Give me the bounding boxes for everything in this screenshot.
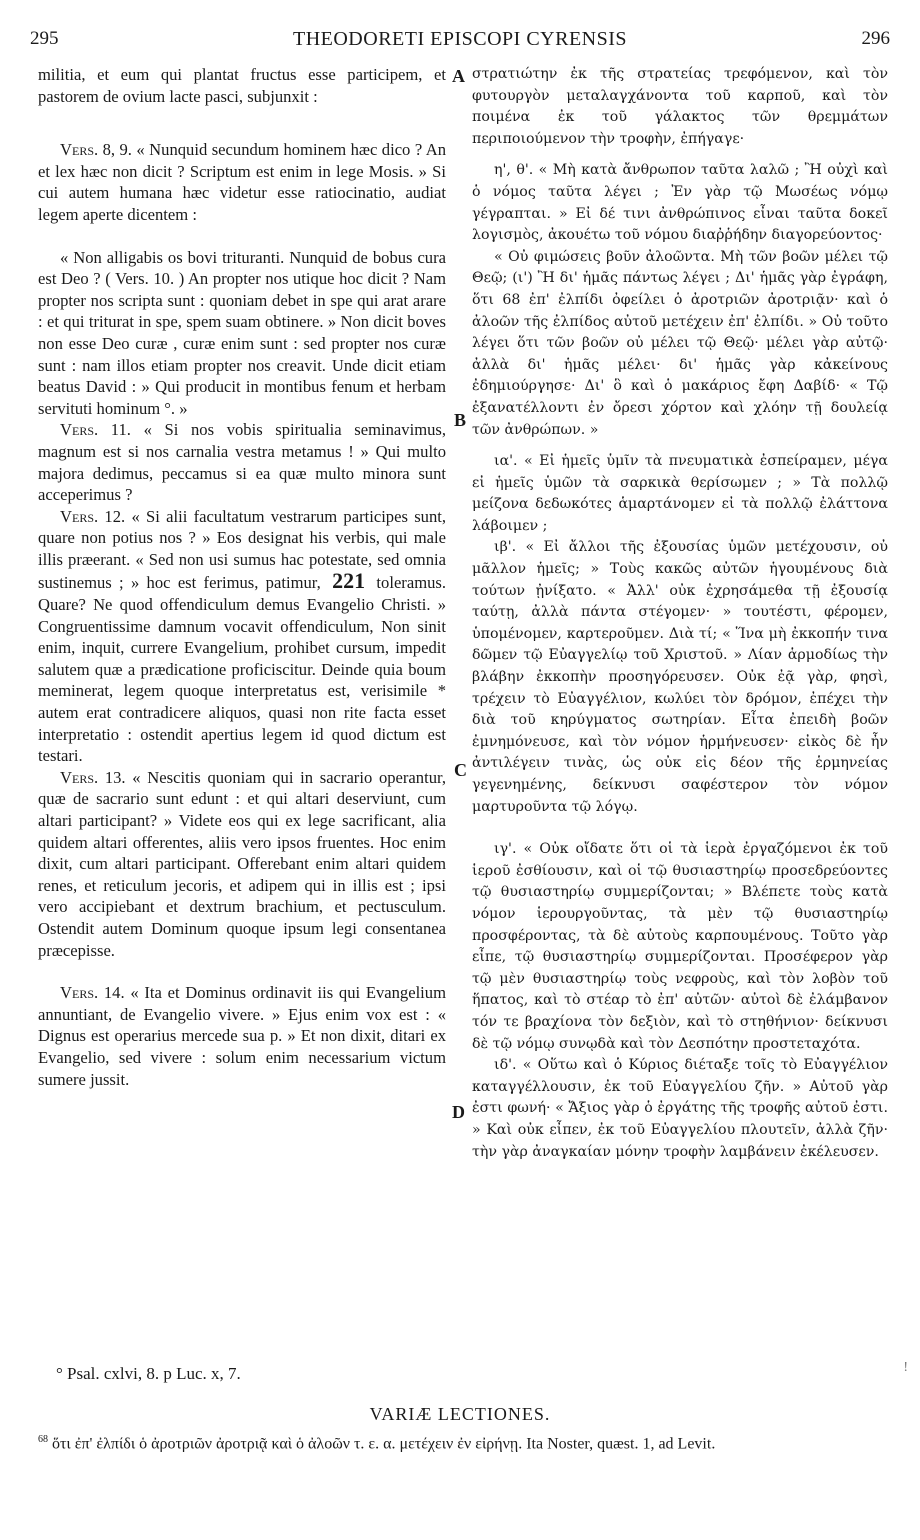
latin-paragraph-4: [38, 419, 446, 505]
latin-column: [38, 64, 446, 1370]
original-page-number: 221: [332, 568, 366, 594]
variae-lectiones-title: VARIÆ LECTIONES.: [369, 1404, 551, 1424]
greek-paragraph-6: ιγ'. « Οὐκ οἴδατε ὅτι οἱ τὰ ἱερὰ ἐργαζόμενοι ἐκ τοῦ ἱεροῦ ἐσθίουσιν, καὶ οἱ τῷ θυσιαστηρίῳ προσεδρεύοντες τῷ θυσιαστηρίῳ συμμερίζονται; » Βλέπετε τοὺς κατὰ νόμον ἱερουργοῦντας, τὰ μὲν τῷ θυσιαστηρίῳ προσφέροντας, τὰ δὲ αὐτοὺς καρπουμένους. Τοῦτο γὰρ εἶπε, τῷ θυσιαστηρίῳ συμμερίζονται. Προσέφερον γὰρ τῷ μὲν θυσιαστηρίῳ τοὺς νεφροὺς, καὶ τὸν λοβὸν τοῦ ἥπατος, καὶ τὸ στέαρ τὸ ἐπ' αὐτῶν· αὐτοὶ δὲ ἐλάμβανον τόν τε βραχίονα τὸν δεξιὸν, καὶ τὸ στηθήνιον· δείκνυσι δὲ τῷ νόμῳ συνῳδὰ καὶ τὸν Δεσπότην προστεταχότα.: [472, 841, 888, 1052]
verse-label: Vers. 11.: [60, 420, 131, 440]
page-number-right: 296: [861, 28, 890, 49]
latin-text: « Nescitis quoniam qui in sacrario operantur, quæ de sacrario sunt edunt : et qui altari deserviunt, cum altari participant? » Videte eos qui ex lege sacrificant, alia quidem altari offerentes, aliis vero ipsos fruentes. Hoc enim dixit, cum altari participant. Offerebant enim altari quidem renes, et reticulum jecoris, et adipem qui in illis est ; ipsi vero accipiebant et dextrum brachium, et pectusculum. Ostendit autem Dominum quoque ipsum legi consentanea præcepisse.: [38, 767, 447, 960]
latin-text: toleramus. Quare? Ne quod offendiculum demus Evangelio Christi. » Congruentissime damnum vocavit offendiculum, Non sinit enim, inquit, currere Evangelium, prohibet cursum, impedit salutem quæ a prædicatione proficiscitur. Deinde quia boum meminerat, legem quoque interpretatus est, verisimile * autem erat contradicere aliquos, quasi non rite facta esset interpretatio : ostendit apertius legem id quod dictum est testari.: [38, 573, 447, 766]
latin-text: « Nunquid secundum hominem hæc dico ? An et lex hæc non dicit ? Scriptum est enim in lege Mosis. » Si cui autem humana hæc videtur esse ratiocinatio, audiat legem aperte dicentem :: [38, 140, 447, 224]
greek-paragraph-2: η', θ'. « Μὴ κατὰ ἄνθρωπον ταῦτα λαλῶ ; Ἢ οὐχὶ καὶ ὁ νόμος ταῦτα λέγει ; Ἐν γὰρ τῷ Μωσέως νόμῳ γέγραπται. » Εἰ δέ τινι ἀνθρώπινος εἶναι ταῦτα δοκεῖ λογισμὸς, ἀκουέτω τοῦ νόμου διαῤῥήδην διαγορεύοντος·: [472, 162, 888, 244]
latin-text: « Si alii facultatum vestrarum participes sunt, quare non potius nos ? » Eos designat his verbis, qui male illis præerant. « Sed non usi sumus hac potestate, sed omnia sustinemus ; » hoc est ferimus, patimur,: [38, 506, 447, 593]
running-title: THEODORETI EPISCOPI CYRENSIS: [292, 28, 628, 50]
margin-marker-b: B: [454, 410, 467, 430]
variant-text: ὅτι ἐπ' ἐλπίδι ὁ ἀροτριῶν ἀροτριᾷ καὶ ὁ ἀλοῶν τ. ε. α. μετέχειν ἐν εἰρήνῃ. Ita Noster, quæst. 1, ad Levit.: [52, 1435, 716, 1453]
latin-paragraph-5: [38, 506, 446, 767]
greek-paragraph-3: « Οὐ φιμώσεις βοῦν ἀλοῶντα. Μὴ τῶν βοῶν μέλει τῷ Θεῷ; (ι') Ἢ δι' ἡμᾶς πάντως λέγει ; Δι' ἡμᾶς γὰρ ἐγράφη, ὅτι 68 ἐπ' ἐλπίδι ὀφείλει ὁ ἀροτριῶν ἀροτριᾷν· καὶ ὁ ἀλοῶν τῆς ἐλπίδος αὐτοῦ μετέχειν ἐπ' ἐλπίδι. » Οὐ τοῦτο λέγει ὅτι τῶν βοῶν οὐ μέλει τῷ Θεῷ· μέλει γὰρ αὐτῷ· ἀλλὰ δι' ἡμᾶς μέλει· δι' ἡμᾶς γὰρ κἀκείνους ἐδημιούργησε· Δι' ὃ καὶ ὁ μακάριος ἔφη Δαβίδ· « Τῷ ἐξανατέλλοντι ἐν ὄρεσι χόρτον καὶ χλόην τῇ δουλείᾳ τῶν ἀνθρώπων. »: [472, 248, 888, 438]
latin-text: « Si nos vobis spiritualia seminavimus, magnum est si nos carnalia vestra metamus ! » Qui multo majora dedimus, peccamus si ea quæ multo minora sunt acceperimus ?: [38, 420, 447, 505]
latin-paragraph-3: « Non alligabis os bovi trituranti. Nunquid de bobus cura est Deo ? ( Vers. 10. ) An propter nos utique hoc dicit ? Nam propter nos scripta sunt : quoniam debet in spe qui arat arare : et qui triturat in spe, spem suam obtinere. » Non dicit boves non esse Deo curæ , curæ enim sunt : sed propter nos curæ sunt : nam illos etiam propter nos creavit. Unde dicit etiam beatus David : » Qui producit in montibus fenum et herbam servituti hominum °. »: [38, 247, 446, 418]
latin-paragraph-2: [38, 139, 446, 225]
page-header: [30, 28, 890, 58]
verse-label: Vers. 12.: [60, 506, 126, 526]
greek-paragraph-4: ια'. « Εἰ ἡμεῖς ὑμῖν τὰ πνευματικὰ ἐσπείραμεν, μέγα εἰ ἡμεῖς ὑμῶν τὰ σαρκικὰ θερίσωμεν ; » Τὰ πολλῷ μείζονα δεδωκότες ἁμαρτάνομεν εἰ τὰ πολλῷ ἐλάττονα λάβοιμεν ;: [472, 453, 888, 534]
verse-label: Vers. 14.: [60, 983, 125, 1003]
greek-paragraph-5: ιβ'. « Εἰ ἄλλοι τῆς ἐξουσίας ὑμῶν μετέχουσιν, οὐ μᾶλλον ἡμεῖς; » Τοὺς κακῶς αὐτῶν ἡγουμένους διὰ τούτων ᾐνίξατο. « Ἀλλ' οὐκ ἐχρησάμεθα τῇ ἐξουσίᾳ ταύτῃ, ἀλλὰ πάντα στέγομεν· » τουτέστι, φέρομεν, ὑπομένομεν, καρτεροῦμεν. Διὰ τί; « Ἵνα μὴ ἐκκοπήν τινα δῶμεν τῷ Εὐαγγελίῳ τοῦ Χριστοῦ. » Λίαν ἁρμοδίως τὴν βλάβην ἐκκοπὴν προσηγόρευσεν. Οὐκ ἐᾷ γὰρ, φησὶ, τρέχειν τὸ Εὐαγγέλιον, κωλύει τὸν δρόμον, ἐπέχει τὴν διὰ τοῦ κηρύγματος σωτηρίαν. Εἶτα ἐπειδὴ βοῶν ἐμνημόνευσε, καὶ τὸν νόμον ἡρμήνευσεν· εἰκὸς δὲ ἦν ἀντιλέγειν τινὰς, ὡς οὐκ εἰς δέον τῆς ἑρμηνείας γεγενημένης, δείκνυσι σαφέστερον τὸν νόμον μαρτυροῦντα τῷ λόγῳ.: [472, 539, 888, 815]
variae-lectiones-text: [38, 1430, 888, 1453]
margin-marker-c: C: [454, 760, 467, 780]
footnote: ° Psal. cxlvi, 8. p Luc. x, 7.: [56, 1364, 241, 1383]
page-number-left: 295: [30, 28, 59, 49]
latin-text: « Ita et Dominus ordinavit iis qui Evangelium annuntiant, de Evangelio vivere. » Ejus enim vox est : « Dignus est operarius mercede sua p. » Et non dixit, ditari ex Evangelio, sed vivere : solum enim necessarium victum sumere jussit.: [38, 983, 447, 1089]
greek-paragraph-1: στρατιώτην ἐκ τῆς στρατείας τρεφόμενον, καὶ τὸν φυτουργὸν μεταλαγχάνοντα τοῦ καρποῦ, καὶ τὸν ποιμένα ἐκ τοῦ γάλακτος τῶν θρεμμάτων περιποιούμενον τὴν τροφὴν, ἐπήγαγε·: [472, 66, 888, 147]
edge-mark: !: [903, 1360, 908, 1375]
margin-marker-d: D: [452, 1102, 465, 1122]
latin-paragraph-7: [38, 982, 446, 1090]
greek-column: [472, 64, 888, 1370]
verse-label: Vers. 8, 9.: [60, 140, 132, 160]
greek-paragraph-7: ιδ'. « Οὕτω καὶ ὁ Κύριος διέταξε τοῖς τὸ Εὐαγγέλιον καταγγέλλουσιν, ἐκ τοῦ Εὐαγγελίου ζῆν. » Αὐτοῦ γὰρ ἐστι φωνή· « Ἄξιος γὰρ ὁ ἐργάτης τῆς τροφῆς αὐτοῦ ἐστι. » Καὶ οὐκ εἶπεν, ἐκ τοῦ Εὐαγγελίου πλουτεῖν, ἀλλὰ ζῆν· τὴν γὰρ ἀναγκαίαν μόνην τροφὴν λαμβάνειν ἐκέλευσεν.: [472, 1057, 888, 1160]
verse-label: Vers. 13.: [60, 767, 126, 787]
margin-marker-a: A: [452, 66, 465, 86]
latin-paragraph-1: militia, et eum qui plantat fructus esse participem, et pastorem de ovium lacte pasci, subjunxit :: [38, 65, 446, 106]
latin-paragraph-6: [38, 767, 446, 961]
variant-number: 68: [38, 1434, 48, 1445]
